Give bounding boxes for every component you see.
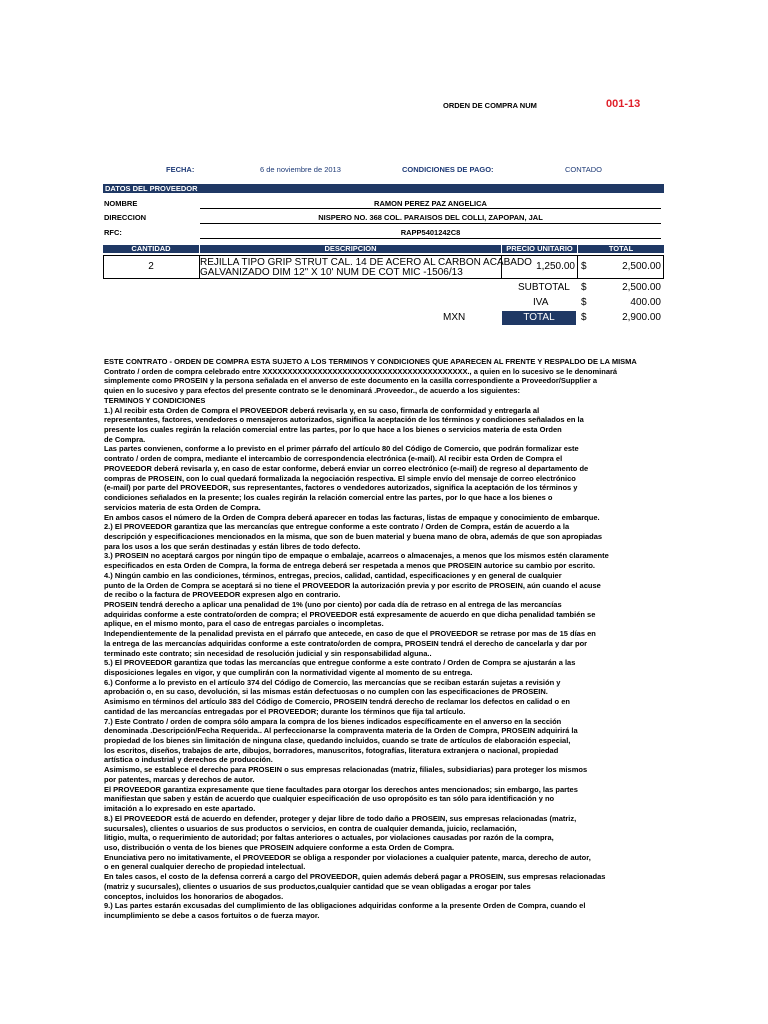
terms-line: 4.) Ningún cambio en las condiciones, términos, entregas, precios, calidad, cantidad, especificaciones y en general de cualquier [104, 570, 562, 580]
rfc-underline [200, 238, 661, 239]
terms-line: PROSEIN tendrá derecho a aplicar una penalidad de 1% (uno por ciento) por cada día de retraso en al entrega de las mercancías [104, 599, 562, 609]
terms-line: descripción y especificaciones mencionados en la misma, que son de buen material y buena mano de obra, además de que son apropiadas [104, 531, 603, 541]
terms-line: En tales casos, el costo de la defensa correrá a cargo del PROVEEDOR, quien además deberá pagar a PROSEIN, sus empresas relacionadas [104, 872, 606, 882]
terms-line: TERMINOS Y CONDICIONES [104, 395, 206, 405]
terms-line: manifiestan que saben y están de acuerdo que cualquier especificación de uso opropósito es tan sólo para identificación y no [104, 794, 555, 804]
nombre-label: NOMBRE [104, 199, 138, 208]
terms-line: Independientemente de la penalidad prevista en el párrafo que antecede, en caso de que el PROVEEDOR se retrase por mas de 15 días en [104, 629, 596, 639]
terms-line: terminado este contrato; sin necesidad de resolución judicial y sin responsabilidad alguna.. [104, 648, 432, 658]
terms-line: 3.) PROSEIN no aceptará cargos por ningún tipo de empaque o embalaje, acarreos o almacenajes, a menos que los mismos estén claramente [104, 551, 609, 561]
th-cantidad: CANTIDAD [103, 245, 199, 253]
terms-line: propiedad de los bienes sin limitación de ninguna clase, quedando incluidos, cuando se trate de artículos de elaboración especial, [104, 736, 571, 746]
terms-line: litigio, multa, o requerimiento de autoridad; por faltas anteriores o actuales, por violaciones causadas por razón de la compra, [104, 833, 554, 843]
item-descripcion-line1: REJILLA TIPO GRIP STRUT CAL. 14 DE ACERO AL CARBON ACABADO [200, 257, 532, 268]
total-currency: $ [581, 312, 587, 323]
terms-line: ESTE CONTRATO - ORDEN DE COMPRA ESTA SUJETO A LOS TERMINOS Y CONDICIONES QUE APARECEN AL FRENTE Y RESPALDO DE LA MISMA [104, 357, 637, 366]
direccion-underline [200, 223, 661, 224]
order-title: ORDEN DE COMPRA NUM [443, 101, 537, 110]
terms-line: especificados en esta Orden de Compra, la forma de entrega deberá ser respetada a menos que PROSEIN autorice su cambio por escrito. [104, 561, 595, 571]
item-total: 2,500.00 [622, 261, 661, 272]
terms-line: sucursales), clientes o usuarios de sus productos o servicios, en contra de cualquier demanda, juicio, reclamación, [104, 823, 517, 833]
th-descripcion: DESCRIPCION [200, 245, 501, 253]
terms-line: quien en lo sucesivo y para efectos del presente contrato se le denominará .Proveedor., de acuerdo a los siguientes: [104, 386, 520, 396]
item-cantidad: 2 [148, 261, 154, 272]
terms-line: punto de la Orden de Compra se aceptará si no tiene el PROVEEDOR la autorización previa y por escrito de PROSEIN, aún cuando el acuse [104, 580, 601, 590]
terms-line: Asimismo en términos del artículo 383 del Código de Comercio, PROSEIN tendrá derecho de reclamar los defectos en calidad o en [104, 697, 570, 707]
terms-line: El PROVEEDOR garantiza expresamente que tiene facultades para otorgar los derechos antes mencionados; sin embargo, las partes [104, 784, 578, 794]
terms-line: aprobación o, en su caso, devolución, si las mismas están defectuosas o no cumplen con las especificaciones de PROSEIN. [104, 687, 548, 697]
terms-line: por patentes, marcas y derechos de autor. [104, 774, 255, 784]
iva-value: 400.00 [630, 297, 661, 308]
rfc-value: RAPP5401242C8 [400, 228, 461, 237]
terms-line: compras de PROSEIN, con lo cual quedará formalizada la negociación respectiva. El simple envío del mensaje de correo electrónico [104, 473, 576, 483]
terms-line: o en general cualquier derecho de propiedad intelectual. [104, 862, 306, 872]
nombre-underline [200, 208, 661, 209]
th-total: TOTAL [578, 245, 664, 253]
subtotal-label: SUBTOTAL [518, 282, 570, 293]
terms-line: representantes, factores, vendedores o mensajeros autorizados, significa la aceptación de los términos y condiciones señalados en la [104, 415, 584, 425]
total-value: 2,900.00 [622, 312, 661, 323]
direccion-value: NISPERO NO. 368 COL. PARAISOS DEL COLLI, ZAPOPAN, JAL [318, 213, 543, 222]
iva-label: IVA [533, 297, 549, 308]
condiciones-label: CONDICIONES DE PAGO: [402, 165, 494, 174]
terms-line: adquiridas conforme a este contrato/orden de compra; el PROVEEDOR está expresamente de acuerdo en que dicha penalidad también se [104, 609, 596, 619]
terms-line: (e-mail) por parte del PROVEEDOR, sus representantes, factores o vendedores autorizados, significa la aceptación de los términos y [104, 483, 578, 493]
terms-line: de recibo o la factura de PROVEEDOR expresen algo en contrario. [104, 590, 341, 600]
condiciones-value: CONTADO [565, 165, 602, 174]
item-currency: $ [581, 261, 587, 272]
terms-line: la entrega de las mercancías adquiridas conforme a este contrato/orden de compra, PROSEIN tendrá el derecho de cancelarla y dar por [104, 638, 588, 648]
direccion-label: DIRECCION [104, 213, 147, 222]
nombre-value: RAMON PEREZ PAZ ANGELICA [374, 199, 487, 208]
currency-code: MXN [443, 312, 466, 323]
iva-currency: $ [581, 297, 587, 308]
terms-line: simplemente como PROSEIN y la persona señalada en el anverso de este documento en la casilla correspondiente a Proveedor/Supplier a [104, 376, 598, 386]
item-descripcion-line2: GALVANIZADO DIM 12" X 10' NUM DE COT MIC -1506/13 [200, 267, 463, 278]
terms-line: disposiciones legales en vigor, y que cumplirán con la normatividad vigente al momento de su entrega. [104, 668, 473, 677]
terms-line: 2.) El PROVEEDOR garantiza que las mercancías que entregue conforme a este contrato / Orden de Compra, están de acuerdo a la [104, 522, 570, 532]
terms-line: artística o industrial y derechos de producción. [104, 755, 273, 765]
terms-line: servicios materia de esta Orden de Compra. [104, 502, 261, 512]
terms-line: cantidad de las mercancías entregadas por el PROVEEDOR; durante los términos que fija tal artículo. [104, 706, 466, 716]
item-precio: 1,250.00 [536, 261, 575, 272]
terms-line: los escritos, diseños, trabajos de arte, dibujos, borradores, manuscritos, fotografías, literatura extranjera o nacional, propiedad [104, 745, 559, 755]
fecha-label: FECHA: [166, 165, 195, 174]
terms-line: 8.) El PROVEEDOR está de acuerdo en defender, proteger y dejar libre de todo daño a PROSEIN, sus empresas relacionadas (matriz, [104, 813, 577, 823]
terms-line: Asimismo, se establece el derecho para PROSEIN o sus empresas relacionadas (matriz, filiales, subsidiarias) para proteger los mismos [104, 765, 588, 775]
terms-line: 7.) Este Contrato / orden de compra sólo ampara la compra de los bienes indicados específicamente en el anverso en la sección [104, 716, 562, 726]
rfc-label: RFC: [104, 228, 122, 237]
terms-line: Contrato / orden de compra celebrado entre XXXXXXXXXXXXXXXXXXXXXXXXXXXXXXXXXXXXXXXXX., a quien en lo sucesivo se le denominará [104, 366, 618, 376]
terms-line: para los usos a los que serán destinadas y están libres de todo defecto. [104, 541, 361, 551]
terms-line: contrato / orden de compra, mediante el intercambio de correspondencia electrónica (e-mail). Al recibir esta Orden de Compra el [104, 454, 563, 464]
terms-line: 1.) Al recibir esta Orden de Compra el PROVEEDOR deberá revisarla y, en su caso, firmarla de conformidad y entregarla al [104, 405, 540, 415]
supplier-section-header: DATOS DEL PROVEEDOR [103, 184, 664, 193]
fecha-value: 6 de noviembre de 2013 [260, 165, 341, 174]
order-number: 001-13 [606, 98, 641, 110]
terms-line: imitación a lo expresado en este apartado. [104, 804, 256, 814]
terms-line: 5.) El PROVEEDOR garantiza que todas las mercancías que entregue conforme a este contrato / Orden de Compra se ajustarán a las [104, 658, 576, 668]
terms-line: condiciones señalados en la presente; los cuales regirán la relación comercial entre las partes, por lo que hace a los bienes o [104, 493, 553, 503]
subtotal-currency: $ [581, 282, 587, 293]
terms-line: presente los cuales regirán la relación comercial entre las partes, por lo que hace a los bienes o servicios materia de esta Orden [104, 425, 562, 435]
terms-line: En ambos casos el número de la Orden de Compra deberá aparecer en todas las facturas, listas de empaque y conocimiento de embarque. [104, 512, 600, 522]
terms-line: incumplimiento se debe a casos fortuitos o de fuerza mayor. [104, 910, 320, 920]
subtotal-value: 2,500.00 [622, 282, 661, 293]
th-precio-unitario: PRECIO UNITARIO [502, 245, 577, 253]
terms-line: 6.) Conforme a lo previsto en el artículo 374 del Código de Comercio, las mercancías que se reciban estarán sujetas a revisión y [104, 677, 561, 687]
terms-line: Enunciativa pero no imitativamente, el PROVEEDOR se obliga a responder por violaciones a cualquier patente, marca, derecho de autor, [104, 852, 591, 862]
terms-line: uso, distribución o venta de los bienes que PROSEIN adquiere conforme a esta Orden de Compra. [104, 842, 455, 852]
terms-line: aplique, en el mismo monto, para el caso de entregas parciales o incompletas. [104, 619, 384, 629]
terms-line: PROVEEDOR deberá revisarla y, en caso de estar conforme, deberá enviar un correo electrónico (e-mail) de regreso al departamento de [104, 463, 589, 473]
terms-line: 9.) Las partes estarán excusadas del cumplimiento de las obligaciones adquiridas conforme a la presente Orden de Compra, cuando el [104, 901, 586, 911]
total-label: TOTAL [502, 311, 576, 325]
terms-and-conditions [104, 357, 664, 921]
terms-line: (matriz y sucursales), clientes o usuarios de sus productos,cualquier cantidad que se vean obligadas a erogar por tales [104, 881, 531, 891]
terms-line: Las partes convienen, conforme a lo previsto en el primer párrafo del artículo 80 del Código de Comercio, que podrán formalizar este [104, 444, 579, 454]
terms-line: de Compra. [104, 434, 146, 444]
terms-line: conceptos, incluidos los honorarios de abogados. [104, 891, 284, 901]
terms-line: denominada .Descripción/Fecha Requerida.. Al perfeccionarse la compraventa materia de la Orden de Compra, PROSEIN adquirirá la [104, 726, 578, 736]
col-divider [577, 255, 578, 279]
